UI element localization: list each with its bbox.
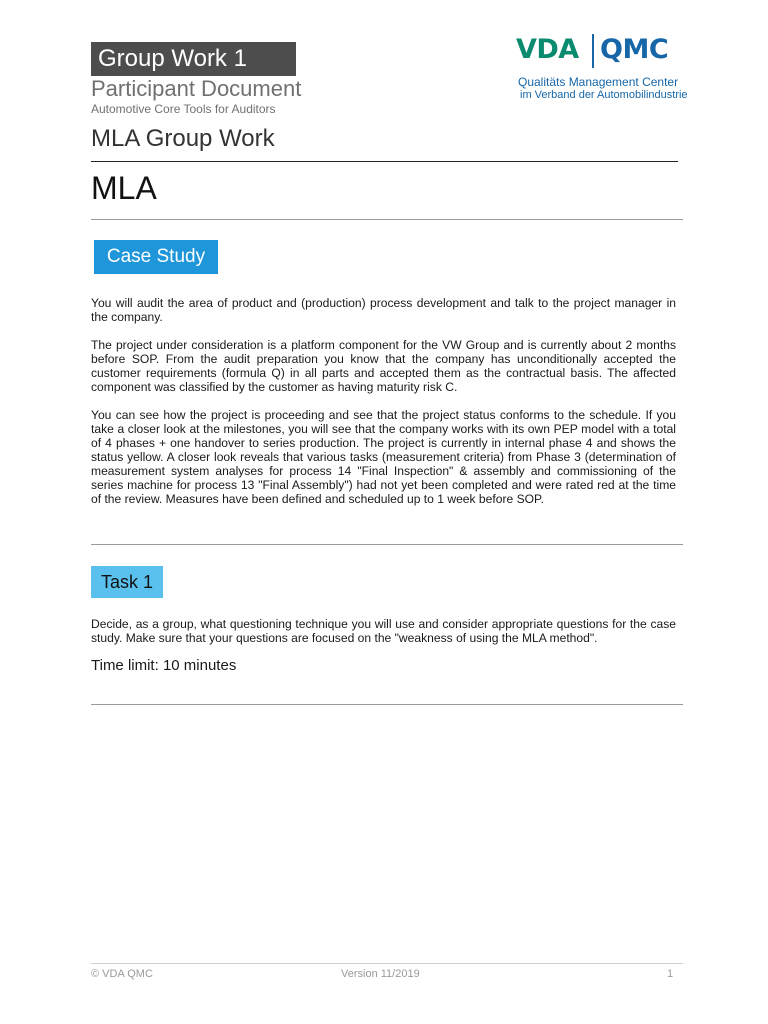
course-subtitle: Automotive Core Tools for Auditors <box>91 102 276 116</box>
case-study-paragraph: You will audit the area of product and (production) process development and talk to the project manager in the company. <box>91 296 676 324</box>
logo-tagline-2: im Verband der Automobilindustrie <box>520 89 688 101</box>
section-divider <box>91 544 683 545</box>
page-title: MLA <box>91 170 157 206</box>
footer-divider <box>91 963 683 964</box>
task-description: Decide, as a group, what questioning technique you will use and consider appropriate questions for the case study. Make sure that your questions are focused on the "weakness of using the MLA method". <box>91 617 676 645</box>
section-divider <box>91 704 683 705</box>
case-study-paragraph: The project under consideration is a platform component for the VW Group and is currently about 2 months before SOP. From the audit preparation you know that the company has unconditionally accepted the customer requirements (formula Q) in all parts and accepted them as the contractual basis. The affected component was classified by the customer as having maturity risk C. <box>91 338 676 394</box>
group-work-banner: Group Work 1 <box>91 42 296 76</box>
document-type: Participant Document <box>91 76 302 101</box>
time-limit: Time limit: 10 minutes <box>91 657 237 674</box>
heading-divider <box>91 161 678 162</box>
case-study-paragraph: You can see how the project is proceeding and see that the project status conforms to the schedule. If you take a closer look at the milestones, you will see that the company works with its own PEP model with a total of 4 phases + one handover to series production. The project is currently in internal phase 4 and shows the status yellow. A closer look reveals that various tasks (measurement criteria) from Phase 3 (determination of measurement system analyses for process 14 "Final Inspection" & assembly and commissioning of the series machine for process 13 "Final Assembly") had not yet been completed and were rated red at the time of the review. Measures have been defined and scheduled up to 1 week before SOP. <box>91 408 676 506</box>
page-number: 1 <box>667 968 674 980</box>
logo-vda-text: VDA <box>516 34 579 65</box>
case-study-label: Case Study <box>94 240 218 274</box>
document-heading: MLA Group Work <box>91 125 275 152</box>
footer-version: Version 11/2019 <box>341 968 420 980</box>
title-divider <box>91 219 683 220</box>
vda-qmc-logo <box>516 34 688 104</box>
logo-divider <box>592 34 594 68</box>
logo-qmc-text: QMC <box>600 34 669 65</box>
logo-tagline-1: Qualitäts Management Center <box>518 75 679 89</box>
footer-copyright: © VDA QMC <box>91 968 153 980</box>
task-label: Task 1 <box>91 566 163 598</box>
